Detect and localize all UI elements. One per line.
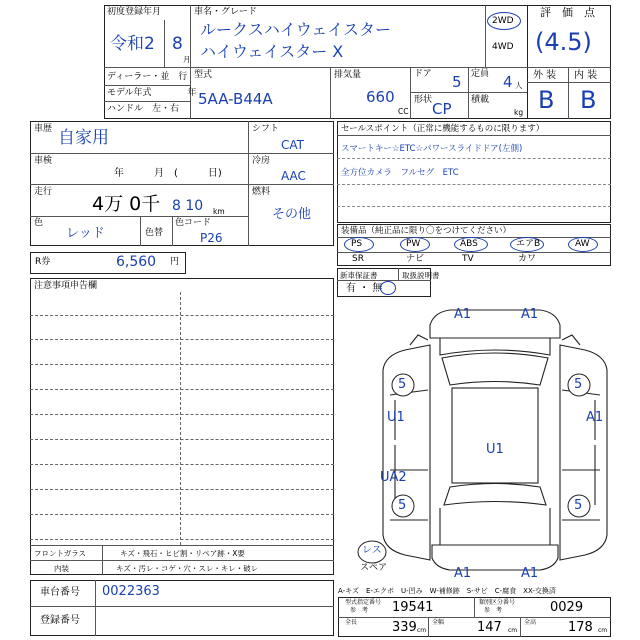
- type-value: 5AA-B44A: [198, 90, 273, 108]
- color-change-label: 色替: [145, 228, 164, 238]
- usage-value: 自家用: [58, 128, 109, 148]
- mark-rear-right: A1: [521, 566, 539, 581]
- type-designation-label: 型式指定番号: [345, 599, 382, 606]
- height-value: 178: [568, 620, 593, 635]
- model-year-label: モデル年式 年: [107, 88, 197, 98]
- sales-line-1: スマートキー☆ETC☆パワースライドドア(左側): [341, 144, 523, 154]
- equip-sr: SR: [352, 254, 364, 264]
- recycle-label: R券: [35, 257, 51, 267]
- inspection-value: 年 月 ( 日): [114, 168, 222, 179]
- shape-value: CP: [432, 100, 452, 118]
- equip-abs: ABS: [460, 239, 478, 249]
- model-label: 車名・グレード: [194, 7, 258, 17]
- spare-label: スペア: [360, 563, 388, 573]
- grade-name: ハイウェイスター X: [200, 42, 344, 61]
- shape-label: 形状: [414, 95, 433, 105]
- height-unit: cm: [598, 627, 608, 634]
- type-label: 型式: [194, 70, 213, 80]
- capacity-label: 定員: [471, 69, 490, 79]
- mark-front-right-wheel: 5: [574, 377, 583, 392]
- interior-label: 内 装: [574, 70, 598, 81]
- exterior-label: 外 装: [533, 70, 557, 81]
- inspection-label: 車検: [34, 156, 53, 166]
- ac-label: 冷房: [252, 156, 271, 166]
- drive-2wd: 2WD: [492, 16, 514, 26]
- doors-label: ドア: [414, 69, 432, 79]
- mark-rear-left: A1: [454, 566, 472, 581]
- recycle-value: 6,560: [116, 254, 157, 270]
- load-unit: kg: [514, 108, 524, 117]
- capacity-value: 4: [503, 73, 513, 91]
- mark-front-left: A1: [454, 307, 472, 322]
- equip-pw: PW: [406, 239, 421, 249]
- doors-value: 5: [452, 73, 462, 91]
- equip-aw: AW: [575, 239, 590, 249]
- mileage-value: 4万 0千: [92, 193, 161, 215]
- damage-legend: A-キズ E-エクボ U-凹み W-補修跡 S-サビ C-腐食 XX-交換済: [338, 587, 556, 595]
- record-label: 取扱説明書: [402, 271, 440, 280]
- category-ref: 参 考: [484, 607, 503, 614]
- shift-label: シフト: [252, 124, 280, 134]
- front-glass-value: キズ・飛石・ヒビ割・リペア跡・X要: [120, 549, 245, 558]
- width-value: 147: [477, 620, 502, 635]
- mark-front-left-wheel: 5: [398, 377, 407, 392]
- score-value: (4.5): [535, 28, 592, 56]
- displacement-label: 排気量: [334, 70, 362, 80]
- recycle-unit: 円: [170, 257, 180, 267]
- drive-4wd: 4WD: [492, 42, 514, 52]
- first-reg-month: 8: [172, 34, 183, 54]
- model-name: ルークスハイウェイスター: [200, 20, 392, 39]
- width-unit: cm: [508, 627, 518, 634]
- mark-left-front-door: U1: [387, 410, 405, 425]
- length-unit: cm: [417, 627, 427, 634]
- color-label: 色: [34, 218, 44, 228]
- interior-value: B: [580, 86, 597, 114]
- handle-label: ハンドル 左・右: [107, 104, 180, 114]
- shift-value: CAT: [281, 138, 304, 152]
- first-reg-label: 初度登録年月: [107, 7, 162, 17]
- type-designation-value: 19541: [392, 600, 434, 615]
- equip-ps: PS: [351, 239, 363, 249]
- reg-label: 登録番号: [40, 615, 80, 626]
- mark-front-right: A1: [521, 307, 539, 322]
- dealer-label: ディーラー・並 行: [107, 72, 188, 82]
- notes-interior-label: 内装: [54, 564, 69, 573]
- mileage-label: 走行: [34, 187, 53, 197]
- height-label: 全高: [524, 619, 537, 626]
- load-label: 積載: [471, 95, 490, 105]
- front-glass-label: フロントガラス: [34, 549, 87, 558]
- ac-value: AAC: [281, 169, 306, 183]
- fuel-label: 燃料: [252, 187, 271, 197]
- equip-leather: カワ: [518, 254, 537, 264]
- equip-airbag: エアB: [516, 239, 541, 249]
- usage-label: 車歴: [34, 124, 53, 134]
- color-code-label: 色コード: [175, 218, 212, 228]
- length-label: 全長: [345, 619, 358, 626]
- first-reg-era: 令和2: [110, 34, 155, 54]
- warranty-value: 有 ・ 無: [346, 283, 383, 294]
- category-label: 類別区分番号: [479, 599, 516, 606]
- type-designation-ref: 参 考: [350, 607, 369, 614]
- color-code-value: P26: [200, 231, 223, 245]
- equip-tv: TV: [462, 254, 474, 264]
- equipment-title: 装備品（純正品に限り〇をつけてください）: [341, 226, 512, 236]
- displacement-value: 660: [366, 88, 395, 106]
- displacement-unit: CC: [398, 107, 409, 116]
- chassis-value: 0022363: [102, 584, 160, 599]
- mileage-unit: km: [213, 207, 225, 216]
- fuel-value: その他: [272, 207, 312, 222]
- notes-title: 注意事項申告欄: [34, 281, 98, 291]
- equip-navi: ナビ: [406, 254, 425, 264]
- score-label: 評 価 点: [540, 6, 595, 19]
- mileage-sub: 8 10: [172, 198, 204, 214]
- category-value: 0029: [550, 600, 584, 615]
- warranty-label: 新車保証書: [340, 271, 378, 280]
- mark-rear-right-wheel: 5: [574, 498, 583, 513]
- exterior-value: B: [538, 86, 555, 114]
- month-unit: 月: [183, 55, 191, 64]
- mark-left-rear-door: UA2: [380, 470, 407, 485]
- width-label: 全幅: [432, 619, 445, 626]
- mark-rear-left-wheel: 5: [398, 498, 407, 513]
- sales-title: セールスポイント（正常に機能するものに限ります）: [341, 124, 545, 134]
- mark-roof: U1: [486, 442, 504, 457]
- color-value: レッド: [66, 226, 105, 241]
- spare-circle-text: レス: [362, 545, 382, 556]
- chassis-label: 車台番号: [40, 587, 80, 598]
- sales-line-2: 全方位カメラ フルセグ ETC: [341, 168, 459, 178]
- capacity-unit: 人: [515, 81, 523, 90]
- notes-interior-value: キズ・汚レ・コゲ・穴・スレ・キレ・破レ: [116, 564, 259, 573]
- mark-right-front-door: A1: [586, 410, 604, 425]
- length-value: 339: [392, 620, 417, 635]
